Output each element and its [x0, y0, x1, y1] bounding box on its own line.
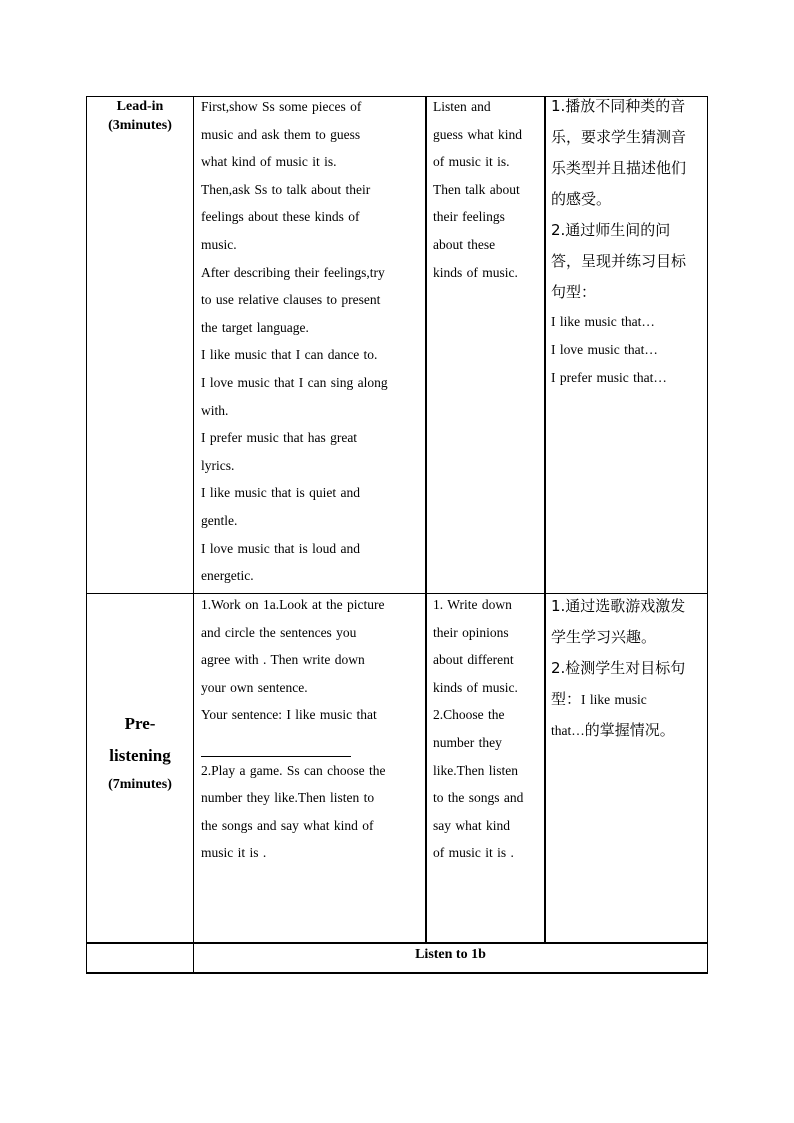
- text-line: 2.Choose the: [433, 707, 505, 723]
- col-divider-1: [193, 96, 194, 974]
- lead-in-teacher-activity: [201, 93, 423, 590]
- text-line: music and ask them to guess: [201, 126, 361, 142]
- pre-listening-teacher-activity: [201, 591, 423, 867]
- pre-listening-stage: [87, 711, 193, 795]
- text-line: the songs and say what kind of: [201, 817, 374, 833]
- text-line: number they: [433, 734, 502, 750]
- text-line: number they like.Then listen to: [201, 790, 375, 806]
- text-line: 2.Play a game. Ss can choose the: [201, 762, 386, 778]
- text-line: to the songs and: [433, 790, 524, 806]
- text-line: music.: [201, 236, 237, 252]
- mixed-line: [551, 715, 706, 746]
- listen-to-1b-label: Listen to 1b: [415, 947, 486, 962]
- text-segment: I like music: [581, 692, 647, 707]
- pre-listening-title-2: listening: [109, 746, 171, 765]
- text-line: the target language.: [201, 319, 309, 335]
- text-line: guess what kind: [433, 126, 522, 142]
- text-line: 学生学习兴趣。: [551, 628, 657, 646]
- text-line: your own sentence.: [201, 679, 308, 695]
- lead-in-stage: [87, 97, 193, 135]
- lead-in-time: (3minutes): [108, 118, 172, 133]
- text-line: music it is .: [201, 845, 267, 861]
- text-line: like.Then listen: [433, 762, 518, 778]
- lead-in-student-activity: [433, 93, 543, 286]
- text-line: I love music that is loud and: [201, 540, 360, 556]
- text-line: of music it is.: [433, 154, 510, 170]
- text-line: First,show Ss some pieces of: [201, 99, 362, 114]
- pre-listening-title-1: Pre-: [124, 714, 156, 733]
- text-line: kinds of music.: [433, 264, 518, 280]
- text-line: 1.通过选歌游戏激发: [551, 597, 686, 615]
- text-line: of music it is .: [433, 845, 514, 861]
- answer-blank: [201, 736, 351, 757]
- text-line: energetic.: [201, 568, 254, 584]
- text-line: 乐类型并且描述他们: [551, 159, 687, 177]
- text-line: I like music that I can dance to.: [201, 347, 378, 363]
- text-line: say what kind: [433, 817, 510, 833]
- pre-listening-purpose: [551, 591, 706, 746]
- text-line: Then talk about: [433, 181, 520, 197]
- mixed-line: [551, 684, 706, 715]
- text-line: about these: [433, 236, 496, 252]
- text-line: I like music that…: [551, 314, 655, 329]
- text-line: 2.检测学生对目标句: [551, 659, 686, 677]
- text-line: their opinions: [433, 624, 509, 640]
- text-line: After describing their feelings,try: [201, 264, 385, 280]
- text-line: I prefer music that has great: [201, 430, 358, 446]
- text-line: 句型：: [551, 283, 597, 301]
- text-line: kinds of music.: [433, 679, 518, 695]
- text-line: their feelings: [433, 209, 505, 225]
- row-divider-2: [86, 942, 708, 944]
- text-segment: that…: [551, 723, 585, 738]
- text-line: feelings about these kinds of: [201, 209, 360, 225]
- col-divider-3: [544, 96, 546, 944]
- text-line: to use relative clauses to present: [201, 292, 381, 308]
- text-line: I love music that I can sing along: [201, 374, 388, 390]
- text-line: gentle.: [201, 512, 238, 528]
- table-right-border: [707, 96, 708, 974]
- table-bottom-border: [86, 972, 708, 974]
- text-line: what kind of music it is.: [201, 154, 337, 170]
- table-left-border: [86, 96, 87, 974]
- text-line: 1.Work on 1a.Look at the picture: [201, 597, 385, 612]
- lead-in-purpose: [551, 91, 706, 392]
- text-line: with.: [201, 402, 229, 418]
- text-line: agree with . Then write down: [201, 652, 365, 668]
- col-divider-2: [425, 96, 427, 944]
- text-line: about different: [433, 652, 514, 668]
- lead-in-title: Lead-in: [116, 99, 164, 114]
- text-segment: 型：: [551, 690, 582, 708]
- text-line: I love music that…: [551, 342, 658, 357]
- text-line: lyrics.: [201, 457, 235, 473]
- text-line: 1. Write down: [433, 597, 512, 612]
- text-line: Your sentence: I like music that: [201, 707, 377, 723]
- text-line: and circle the sentences you: [201, 624, 357, 640]
- pre-listening-time: (7minutes): [108, 777, 172, 792]
- text-line: 2.通过师生间的问: [551, 221, 671, 239]
- text-segment: 的掌握情况。: [584, 721, 675, 739]
- pre-listening-student-activity: [433, 591, 543, 867]
- text-line: 答，呈现并练习目标: [551, 252, 687, 270]
- text-line: 的感受。: [551, 190, 612, 208]
- text-line: I prefer music that…: [551, 370, 667, 385]
- text-line: 1.播放不同种类的音: [551, 97, 686, 115]
- text-line: I like music that is quiet and: [201, 485, 360, 501]
- text-line: Then,ask Ss to talk about their: [201, 181, 371, 197]
- text-line: 乐，要求学生猜测音: [551, 128, 687, 146]
- text-line: Listen and: [433, 99, 491, 114]
- answer-blank-line: [201, 729, 423, 757]
